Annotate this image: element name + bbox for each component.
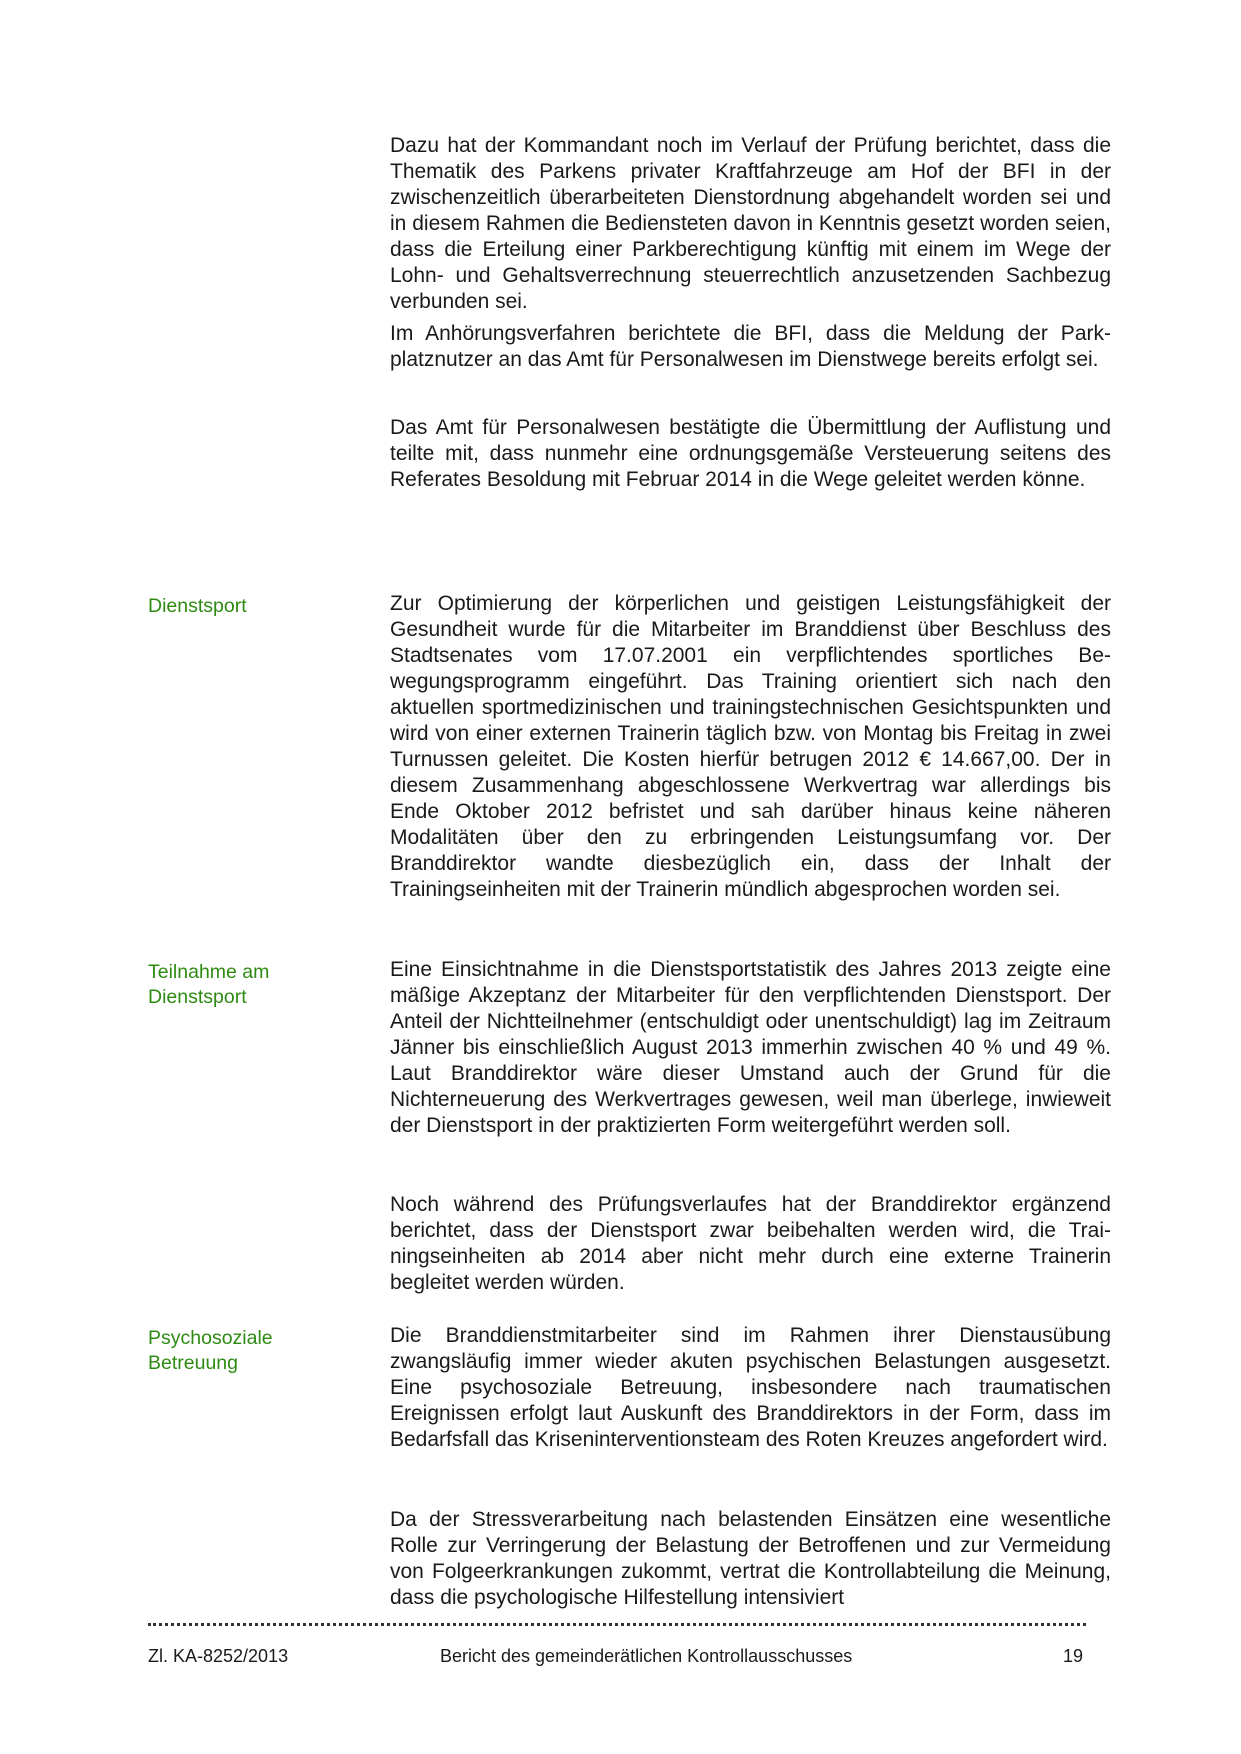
paragraph-stressverarbeitung: Da der Stressverarbeitung nach belastenden Einsätzen eine wesentliche Rolle zur Verringerung der Belastung der Betroffenen und zur Vermeidung von Folgeerkrankungen zukommt, vertrat die Kontrollabteilung die Meinung, dass die psychologische Hilfestellung intensiviert <box>390 1508 1111 1609</box>
footer-dotted-divider <box>148 1623 1086 1626</box>
margin-note-teilnahme <box>148 960 348 1010</box>
paragraph-branddienstmitarbeiter: Die Branddienstmitarbeiter sind im Rahmen ihrer Dienstausübung zwangsläufig immer wieder akuten psychischen Belastungen ausgesetzt. Eine psychosoziale Betreuung, insbesondere nach traumatischen Ereignissen erfolgt laut Auskunft des Branddirektors in der Form, dass im Bedarfsfall das Kriseninterventionsteam des Roten Kreuzes angefordert wird. <box>390 1324 1111 1451</box>
paragraph-amt-personalwesen: Das Amt für Personalwesen bestätigte die Übermittlung der Auflistung und teilte mit, dass nunmehr eine ordnungsgemäße Versteuerung seitens des Referates Besoldung mit Februar 2014 in die Wege geleitet werden könne. <box>390 416 1111 491</box>
margin-note-dienstsport: Dienstsport <box>148 595 247 617</box>
margin-note-teilnahme-line2: Dienstsport <box>148 986 247 1008</box>
paragraph-pruefungsverlauf: Noch während des Prüfungsverlaufes hat der Branddirektor ergänzend berichtet, dass der Dienstsport zwar beibehalten werden wird, die Trainingseinheiten ab 2014 aber nicht mehr durch eine externe Trainerin begleitet werden würden. <box>390 1193 1111 1294</box>
paragraph-dienstsportstatistik: Eine Einsichtnahme in die Dienstsportstatistik des Jahres 2013 zeigte eine mäßige Akzeptanz der Mitarbeiter für den verpflichtenden Dienstsport. Der Anteil der Nichtteilnehmer (entschuldigt oder unentschuldigt) lag im Zeitraum Jänner bis einschließlich August 2013 immerhin zwischen 40 % und 49 %. Laut Branddirektor wäre dieser Umstand auch der Grund für die Nichterneuerung des Werkvertrages gewesen, weil man überlege, inwieweit der Dienstsport in der praktizierten Form weitergeführt werden soll. <box>390 958 1111 1137</box>
margin-note-psycho-line1: Psychosoziale <box>148 1327 273 1349</box>
margin-note-teilnahme-line1: Teilnahme am <box>148 961 270 983</box>
margin-note-psychosozial <box>148 1326 348 1376</box>
footer-page-number: 19 <box>1063 1646 1084 1666</box>
margin-note-psycho-line2: Betreuung <box>148 1352 238 1374</box>
paragraph-kommandant-bericht: Dazu hat der Kommandant noch im Verlauf der Prüfung berichtet, dass die Thematik des Parkens privater Kraftfahrzeuge am Hof der BFI in der zwischenzeitlich überarbeiteten Dienstordnung abgehandelt worden sei und in diesem Rahmen die Bediensteten davon in Kenntnis gesetzt worden seien, dass die Erteilung einer Parkberechtigung künftig mit einem im Wege der Lohn- und Gehaltsverrechnung steuerrechtlich anzusetzenden Sachbezug verbunden sei. <box>390 134 1111 313</box>
footer-reference: Zl. KA-8252/2013 <box>148 1646 289 1666</box>
footer-title: Bericht des gemeinderätlichen Kontrollausschusses <box>440 1646 853 1666</box>
paragraph-dienstsport: Zur Optimierung der körperlichen und geistigen Leistungsfähigkeit der Gesundheit wurde für die Mitarbeiter im Branddienst über Beschluss des Stadtsenates vom 17.07.2001 ein verpflichtendes sportliches Bewegungsprogramm eingeführt. Das Training orientiert sich nach den aktuellen sportmedizinischen und trainingstechnischen Gesichtspunkten und wird von einer externen Trainerin täglich bzw. von Montag bis Freitag in zwei Turnussen geleitet. Die Kosten hierfür betrugen 2012 € 14.667,00. Der in diesem Zusammenhang abgeschlossene Werkvertrag war allerdings bis Ende Oktober 2012 befristet und sah darüber hinaus keine näheren Modalitäten über den zu erbringenden Leistungsumfang vor. Der Branddirektor wandte diesbezüglich ein, dass der Inhalt der Trainingseinheiten mit der Trainerin mündlich abgesprochen worden sei. <box>390 592 1111 901</box>
paragraph-anhoerungsverfahren: Im Anhörungsverfahren berichtete die BFI, dass die Meldung der Parkplatznutzer an das Amt für Personalwesen im Dienstwege bereits erfolgt sei. <box>390 322 1111 371</box>
